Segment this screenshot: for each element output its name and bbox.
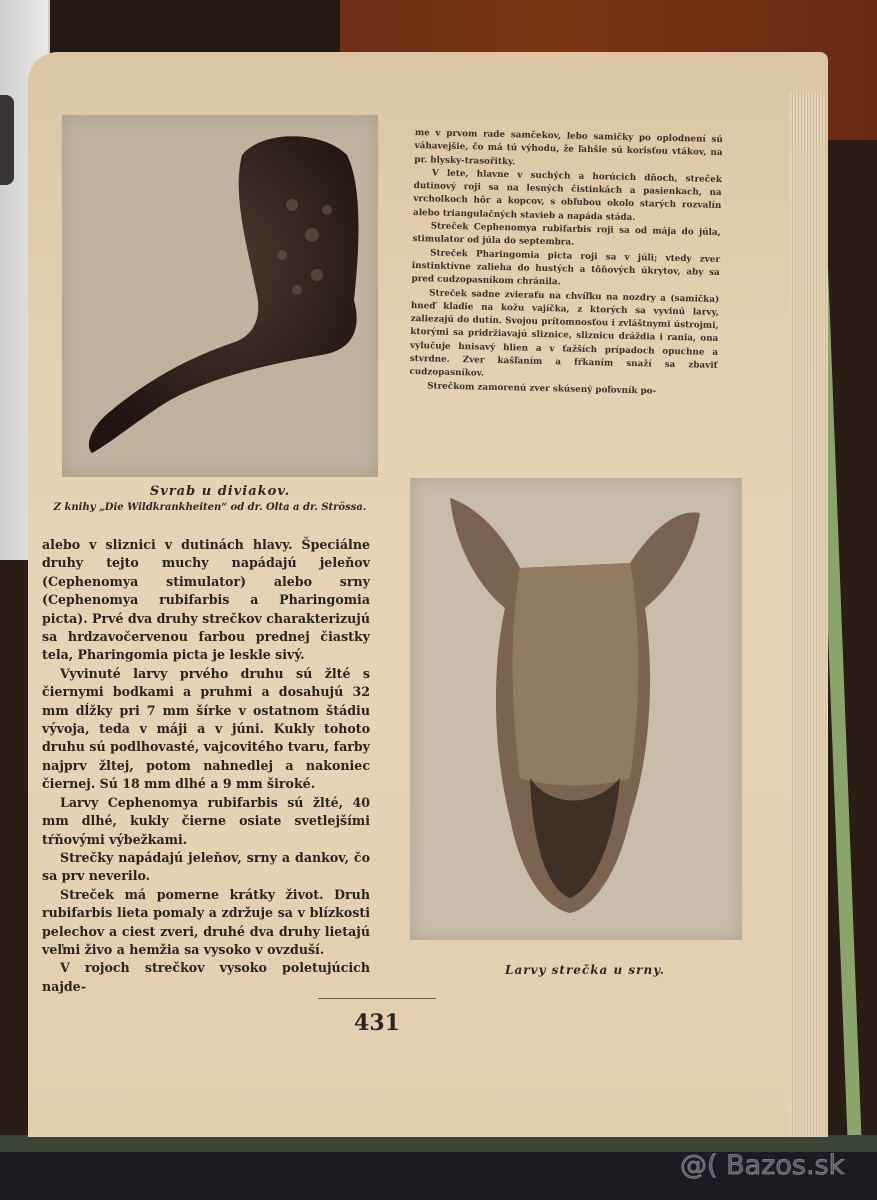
- paragraph: me v prvom rade samčekov, lebo samičky po oplodnení sú váhavejšie, čo má tú výhodu, že ľahšie sú korisťou vtákov, na pr. blysky-trasořitky.: [414, 127, 723, 167]
- figure-boar-leg: [62, 115, 378, 477]
- boar-leg-illustration: [62, 115, 378, 477]
- paragraph: Strečky napádajú jeleňov, srny a dankov, čo sa prv neverilo.: [42, 849, 370, 884]
- paragraph: Streček Cephenomya rubifarbis roji sa od mája do júla, stimulator od júla do septembra.: [412, 221, 721, 249]
- paragraph: Streček sadne zvieraťu na chvíľku na nozdry a (samička) hneď kladie na kožu vajíčka, z ktorých sa vyvinú larvy, zaliezajú do dutín. Svojou prítomnosťou i zvláštnymi ústrojmi, ktorými sa pridržiavajú sliznice, sliznicu dráždia i rania, ona vylučuje hnisavý hlien a v ťažších prípadoch opuchne a stvrdne. Zver kašľaním a fŕkaním snaží sa zbaviť cudzopasníkov.: [409, 287, 720, 379]
- paragraph: Streček má pomerne krátky život. Druh rubifarbis lieta pomaly a zdržuje sa v blízkosti pelechov a ciest zveri, druhé dva druhy lietajú veľmi živo a hemžia sa vysoko v ovzduší.: [42, 886, 370, 957]
- figure-2-caption: Larvy strečka u srny.: [505, 963, 665, 977]
- paragraph: Strečkom zamorenú zver skúsený poľovník po-: [427, 380, 657, 397]
- figure-1-caption-source: Z knihy „Die Wildkrankheiten“ od dr. Olta a dr. Strössa.: [53, 502, 367, 513]
- previous-page-image-fragment: [0, 95, 14, 185]
- figure-deer-head: [410, 478, 742, 940]
- page-number: 431: [354, 1010, 400, 1036]
- bazos-watermark: @( Bazos.sk: [680, 1150, 845, 1181]
- right-text-column: [409, 127, 723, 400]
- page-stack-edge: [790, 92, 826, 1137]
- deer-head-illustration: [410, 478, 742, 940]
- paragraph: Streček Pharingomia picta roji sa v júli; vtedy zver instinktívne zalieha do hustých a tôňových úkrytov, aby sa pred cudzopasníkom chránila.: [411, 248, 721, 288]
- paragraph: V lete, hlavne v suchých a horúcich dňoch, streček dutinový roji sa na lesných čistinkách a pasienkach, na vrcholkoch hôr a kopcov, s obľubou okolo starých rozvalín alebo triangulačných stavieb a napáda stáda.: [412, 168, 722, 223]
- page-number-rule: [318, 998, 436, 999]
- figure-1-caption-title: Svrab u diviakov.: [149, 484, 291, 499]
- paragraph: V rojoch strečkov vysoko poletujúcich najde-: [42, 960, 370, 994]
- paragraph: Vyvinuté larvy prvého druhu sú žlté s čiernymi bodkami a pruhmi a dosahujú 32 mm dĺžky pri 7 mm šírke v ostatnom štádiu vývoja, teda v máji a v júni. Kukly tohoto druhu sú podlhovasté, vajcovitého tvaru, farby najprv žltej, potom nahnedlej a nakoniec čiernej. Sú 18 mm dlhé a 9 mm široké.: [42, 665, 370, 792]
- left-text-column: [42, 536, 370, 996]
- paragraph: alebo v sliznici v dutinách hlavy. Špeciálne druhy tejto muchy napádajú jeleňov (Cephenomya stimulator) alebo srny (Cephenomya rubifarbis a Pharingomia picta). Prvé dva druhy strečkov charakterizujú sa hrdzavočervenou farbou prednej čiastky tela, Pharingomia picta je leskle sivý.: [42, 537, 370, 663]
- paragraph: Larvy Cephenomya rubifarbis sú žlté, 40 mm dlhé, kukly čierne osiate svetlejšími tŕňovými výbežkami.: [42, 794, 370, 847]
